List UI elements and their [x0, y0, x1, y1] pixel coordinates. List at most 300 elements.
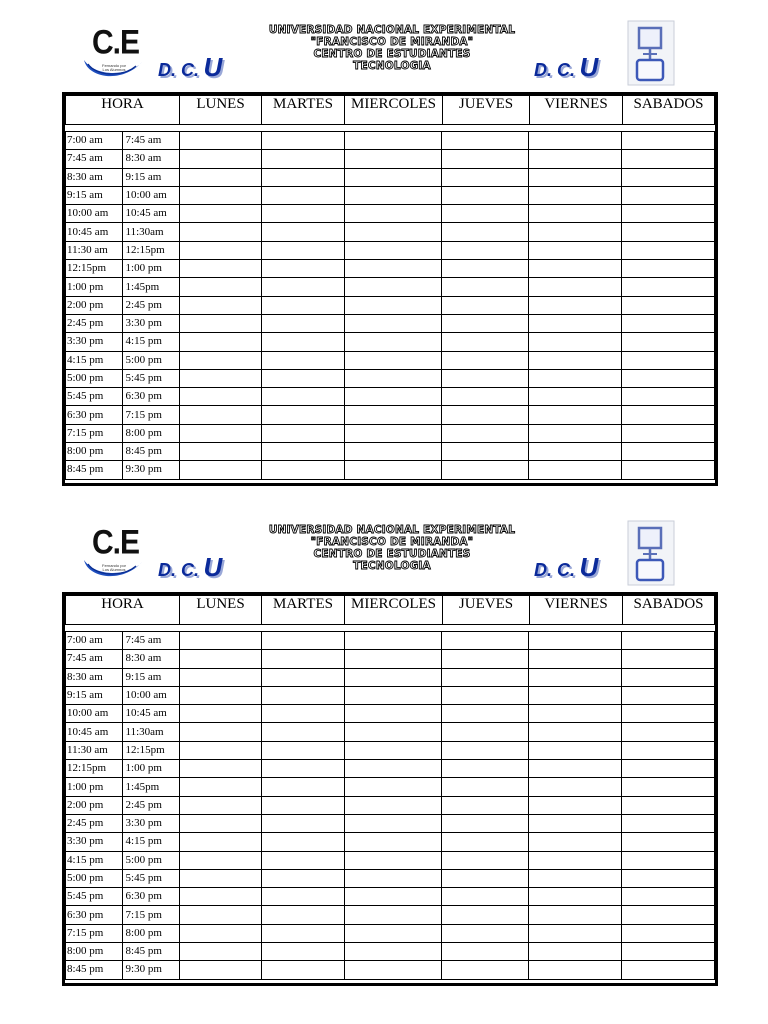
dcu-right-big: U: [579, 552, 599, 582]
schedule-cell-miercoles[interactable]: [344, 760, 442, 778]
schedule-cell-sabados[interactable]: [622, 278, 715, 296]
schedule-cell-miercoles[interactable]: [344, 632, 442, 650]
schedule-cell-viernes[interactable]: [529, 443, 622, 461]
schedule-cell-viernes[interactable]: [529, 924, 622, 942]
end-time-cell: 9:15 am: [122, 668, 180, 686]
schedule-cell-martes[interactable]: [261, 241, 344, 259]
schedule-cell-jueves[interactable]: [442, 760, 529, 778]
schedule-cell-miercoles[interactable]: [344, 833, 442, 851]
schedule-cell-lunes[interactable]: [180, 760, 262, 778]
schedule-cell-jueves[interactable]: [442, 814, 529, 832]
schedule-cell-jueves[interactable]: [442, 223, 529, 241]
schedule-cell-miercoles[interactable]: [344, 205, 442, 223]
schedule-cell-viernes[interactable]: [529, 833, 622, 851]
schedule-cell-martes[interactable]: [261, 961, 344, 979]
schedule-rows: [66, 132, 715, 480]
start-time-cell: 5:45 pm: [66, 888, 123, 906]
header-martes: MARTES: [262, 96, 345, 125]
schedule-cell-miercoles[interactable]: [344, 351, 442, 369]
schedule-cell-lunes[interactable]: [180, 851, 262, 869]
schedule-cell-sabados[interactable]: [622, 760, 715, 778]
schedule-cell-jueves[interactable]: [442, 132, 529, 150]
header-hora: HORA: [66, 596, 180, 625]
schedule-cell-martes[interactable]: [261, 778, 344, 796]
header-sabados: SABADOS: [623, 596, 715, 625]
start-time-cell: 2:00 pm: [66, 796, 123, 814]
schedule-cell-viernes[interactable]: [529, 723, 622, 741]
schedule-cell-miercoles[interactable]: [344, 278, 442, 296]
schedule-cell-miercoles[interactable]: [344, 686, 442, 704]
schedule-cell-lunes[interactable]: [180, 796, 262, 814]
schedule-cell-sabados[interactable]: [622, 833, 715, 851]
table-row: [66, 314, 715, 332]
schedule-cell-martes[interactable]: [261, 814, 344, 832]
schedule-cell-lunes[interactable]: [180, 888, 262, 906]
schedule-cell-viernes[interactable]: [529, 778, 622, 796]
schedule-cell-lunes[interactable]: [180, 205, 262, 223]
schedule-cell-sabados[interactable]: [622, 369, 715, 387]
table-row: [66, 814, 715, 832]
start-time-cell: 1:00 pm: [66, 778, 123, 796]
schedule-cell-viernes[interactable]: [529, 814, 622, 832]
schedule-cell-jueves[interactable]: [442, 296, 529, 314]
schedule-cell-viernes[interactable]: [529, 632, 622, 650]
schedule-cell-sabados[interactable]: [622, 406, 715, 424]
schedule-cell-sabados[interactable]: [622, 906, 715, 924]
schedule-cell-sabados[interactable]: [622, 314, 715, 332]
schedule-cell-viernes[interactable]: [529, 351, 622, 369]
schedule-cell-lunes[interactable]: [180, 668, 262, 686]
schedule-cell-miercoles[interactable]: [344, 814, 442, 832]
end-time-cell: 7:15 pm: [122, 906, 180, 924]
schedule-cell-viernes[interactable]: [529, 406, 622, 424]
schedule-cell-miercoles[interactable]: [344, 424, 442, 442]
schedule-cell-lunes[interactable]: [180, 132, 262, 150]
schedule-cell-miercoles[interactable]: [344, 186, 442, 204]
schedule-cell-sabados[interactable]: [622, 205, 715, 223]
schedule-cell-sabados[interactable]: [622, 424, 715, 442]
header-miercoles: MIERCOLES: [345, 596, 443, 625]
end-time-cell: 3:30 pm: [122, 314, 180, 332]
schedule-cell-miercoles[interactable]: [344, 168, 442, 186]
dcu-logo-right: [534, 52, 598, 83]
sheet-header: [62, 518, 718, 592]
ce-logo-caption: Fernando por Los Alumnos: [102, 63, 127, 72]
end-time-cell: 4:15 pm: [122, 333, 180, 351]
schedule-cell-martes[interactable]: [261, 351, 344, 369]
schedule-cell-lunes[interactable]: [180, 705, 262, 723]
schedule-cell-martes[interactable]: [261, 869, 344, 887]
schedule-cell-jueves[interactable]: [442, 278, 529, 296]
schedule-cell-lunes[interactable]: [180, 961, 262, 979]
schedule-cell-lunes[interactable]: [180, 424, 262, 442]
schedule-cell-miercoles[interactable]: [344, 461, 442, 479]
schedule-cell-miercoles[interactable]: [344, 741, 442, 759]
schedule-cell-jueves[interactable]: [442, 186, 529, 204]
schedule-cell-jueves[interactable]: [442, 906, 529, 924]
schedule-cell-lunes[interactable]: [180, 869, 262, 887]
title-line-1: UNIVERSIDAD NACIONAL EXPERIMENTAL: [268, 24, 516, 36]
schedule-cell-miercoles[interactable]: [344, 705, 442, 723]
schedule-cell-martes[interactable]: [261, 388, 344, 406]
schedule-cell-lunes[interactable]: [180, 388, 262, 406]
schedule-cell-sabados[interactable]: [622, 351, 715, 369]
header-sabados: SABADOS: [623, 96, 715, 125]
schedule-cell-sabados[interactable]: [622, 888, 715, 906]
schedule-cell-lunes[interactable]: [180, 296, 262, 314]
schedule-cell-sabados[interactable]: [622, 686, 715, 704]
schedule-cell-sabados[interactable]: [622, 869, 715, 887]
schedule-cell-miercoles[interactable]: [344, 333, 442, 351]
table-row: [66, 924, 715, 942]
schedule-cell-jueves[interactable]: [442, 461, 529, 479]
schedule-cell-jueves[interactable]: [442, 314, 529, 332]
schedule-cell-miercoles[interactable]: [344, 369, 442, 387]
schedule-cell-martes[interactable]: [261, 760, 344, 778]
schedule-cell-lunes[interactable]: [180, 686, 262, 704]
schedule-cell-lunes[interactable]: [180, 632, 262, 650]
schedule-cell-sabados[interactable]: [622, 705, 715, 723]
schedule-cell-viernes[interactable]: [529, 906, 622, 924]
schedule-cell-sabados[interactable]: [622, 961, 715, 979]
end-time-cell: 3:30 pm: [122, 814, 180, 832]
schedule-cell-martes[interactable]: [261, 168, 344, 186]
schedule-body-table: [65, 131, 715, 480]
schedule-cell-martes[interactable]: [261, 741, 344, 759]
start-time-cell: 2:00 pm: [66, 296, 123, 314]
schedule-cell-lunes[interactable]: [180, 650, 262, 668]
table-row: [66, 668, 715, 686]
dcu-logo-right: [534, 552, 598, 583]
schedule-cell-viernes[interactable]: [529, 388, 622, 406]
end-time-cell: 7:15 pm: [122, 406, 180, 424]
schedule-cell-miercoles[interactable]: [344, 241, 442, 259]
table-row: [66, 778, 715, 796]
schedule-cell-jueves[interactable]: [442, 888, 529, 906]
schedule-cell-martes[interactable]: [261, 705, 344, 723]
schedule-cell-miercoles[interactable]: [344, 650, 442, 668]
table-row: [66, 333, 715, 351]
schedule-cell-viernes[interactable]: [529, 943, 622, 961]
end-time-cell: 5:00 pm: [122, 351, 180, 369]
schedule-cell-miercoles[interactable]: [344, 223, 442, 241]
schedule-cell-viernes[interactable]: [529, 668, 622, 686]
schedule-cell-viernes[interactable]: [529, 260, 622, 278]
schedule-cell-martes[interactable]: [261, 650, 344, 668]
table-row: [66, 424, 715, 442]
schedule-cell-martes[interactable]: [261, 205, 344, 223]
end-time-cell: 11:30am: [122, 723, 180, 741]
schedule-cell-jueves[interactable]: [442, 406, 529, 424]
schedule-cell-sabados[interactable]: [622, 241, 715, 259]
schedule-cell-viernes[interactable]: [529, 888, 622, 906]
table-row: [66, 461, 715, 479]
schedule-cell-viernes[interactable]: [529, 424, 622, 442]
schedule-cell-jueves[interactable]: [442, 260, 529, 278]
schedule-cell-viernes[interactable]: [529, 205, 622, 223]
end-time-cell: 1:45pm: [122, 778, 180, 796]
schedule-cell-viernes[interactable]: [529, 369, 622, 387]
schedule-cell-sabados[interactable]: [622, 296, 715, 314]
schedule-cell-lunes[interactable]: [180, 778, 262, 796]
schedule-cell-viernes[interactable]: [529, 314, 622, 332]
schedule-cell-lunes[interactable]: [180, 369, 262, 387]
schedule-cell-martes[interactable]: [261, 260, 344, 278]
schedule-cell-martes[interactable]: [261, 796, 344, 814]
table-row: [66, 943, 715, 961]
start-time-cell: 6:30 pm: [66, 406, 123, 424]
schedule-cell-jueves[interactable]: [442, 168, 529, 186]
schedule-cell-martes[interactable]: [261, 632, 344, 650]
start-time-cell: 12:15pm: [66, 760, 123, 778]
schedule-cell-martes[interactable]: [261, 186, 344, 204]
title-line-2: "FRANCISCO DE MIRANDA": [310, 536, 474, 548]
schedule-cell-miercoles[interactable]: [344, 406, 442, 424]
schedule-cell-martes[interactable]: [261, 333, 344, 351]
schedule-cell-sabados[interactable]: [622, 150, 715, 168]
schedule-cell-miercoles[interactable]: [344, 388, 442, 406]
schedule-cell-martes[interactable]: [261, 906, 344, 924]
start-time-cell: 3:30 pm: [66, 833, 123, 851]
schedule-cell-miercoles[interactable]: [344, 851, 442, 869]
table-row: [66, 760, 715, 778]
schedule-cell-viernes[interactable]: [529, 869, 622, 887]
schedule-cell-martes[interactable]: [261, 132, 344, 150]
schedule-cell-sabados[interactable]: [622, 388, 715, 406]
schedule-cell-viernes[interactable]: [529, 241, 622, 259]
schedule-cell-viernes[interactable]: [529, 223, 622, 241]
schedule-cell-miercoles[interactable]: [344, 260, 442, 278]
schedule-cell-sabados[interactable]: [622, 632, 715, 650]
schedule-cell-viernes[interactable]: [529, 296, 622, 314]
schedule-cell-jueves[interactable]: [442, 333, 529, 351]
schedule-cell-viernes[interactable]: [529, 760, 622, 778]
table-row: [66, 168, 715, 186]
schedule-cell-sabados[interactable]: [622, 461, 715, 479]
schedule-cell-miercoles[interactable]: [344, 668, 442, 686]
end-time-cell: 2:45 pm: [122, 796, 180, 814]
ce-logo-icon: [82, 23, 144, 84]
schedule-cell-viernes[interactable]: [529, 150, 622, 168]
schedule-cell-miercoles[interactable]: [344, 132, 442, 150]
schedule-cell-viernes[interactable]: [529, 132, 622, 150]
schedule-header-table: [65, 95, 715, 125]
schedule-cell-lunes[interactable]: [180, 943, 262, 961]
schedule-cell-miercoles[interactable]: [344, 906, 442, 924]
table-row: [66, 406, 715, 424]
schedule-cell-lunes[interactable]: [180, 723, 262, 741]
end-time-cell: 2:45 pm: [122, 296, 180, 314]
schedule-cell-jueves[interactable]: [442, 961, 529, 979]
schedule-cell-jueves[interactable]: [442, 668, 529, 686]
schedule-cell-martes[interactable]: [261, 723, 344, 741]
title-line-4: TECNOLOGIA: [353, 560, 431, 572]
schedule-cell-viernes[interactable]: [529, 168, 622, 186]
schedule-cell-miercoles[interactable]: [344, 443, 442, 461]
schedule-cell-sabados[interactable]: [622, 168, 715, 186]
start-time-cell: 8:00 pm: [66, 943, 123, 961]
dcu-left-text: D. C.: [158, 60, 200, 80]
schedule-cell-lunes[interactable]: [180, 150, 262, 168]
schedule-cell-martes[interactable]: [261, 668, 344, 686]
schedule-cell-jueves[interactable]: [442, 869, 529, 887]
schedule-cell-miercoles[interactable]: [344, 296, 442, 314]
ce-logo-icon: [82, 523, 144, 584]
end-time-cell: 5:45 pm: [122, 869, 180, 887]
schedule-cell-lunes[interactable]: [180, 833, 262, 851]
schedule-cell-lunes[interactable]: [180, 443, 262, 461]
schedule-rows: [66, 632, 715, 980]
schedule-cell-lunes[interactable]: [180, 186, 262, 204]
schedule-cell-viernes[interactable]: [529, 333, 622, 351]
schedule-cell-jueves[interactable]: [442, 443, 529, 461]
schedule-cell-jueves[interactable]: [442, 851, 529, 869]
schedule-cell-sabados[interactable]: [622, 723, 715, 741]
schedule-cell-martes[interactable]: [261, 924, 344, 942]
header-jueves: JUEVES: [443, 96, 530, 125]
schedule-cell-jueves[interactable]: [442, 205, 529, 223]
schedule-cell-jueves[interactable]: [442, 796, 529, 814]
dcu-logo-left: [158, 552, 222, 583]
table-row: [66, 260, 715, 278]
table-row: [66, 150, 715, 168]
university-title: [252, 24, 532, 72]
schedule-cell-miercoles[interactable]: [344, 961, 442, 979]
schedule-cell-martes[interactable]: [261, 686, 344, 704]
schedule-cell-viernes[interactable]: [529, 851, 622, 869]
dcu-logo-left: [158, 52, 222, 83]
schedule-cell-martes[interactable]: [261, 223, 344, 241]
schedule-cell-miercoles[interactable]: [344, 150, 442, 168]
table-row: [66, 241, 715, 259]
schedule-cell-sabados[interactable]: [622, 741, 715, 759]
table-row: [66, 369, 715, 387]
schedule-cell-sabados[interactable]: [622, 186, 715, 204]
schedule-cell-sabados[interactable]: [622, 943, 715, 961]
schedule-cell-jueves[interactable]: [442, 686, 529, 704]
schedule-cell-martes[interactable]: [261, 888, 344, 906]
title-line-1: UNIVERSIDAD NACIONAL EXPERIMENTAL: [268, 524, 516, 536]
schedule-cell-miercoles[interactable]: [344, 778, 442, 796]
schedule-cell-viernes[interactable]: [529, 461, 622, 479]
schedule-cell-martes[interactable]: [261, 406, 344, 424]
schedule-cell-viernes[interactable]: [529, 186, 622, 204]
sheet-header: [62, 18, 718, 92]
schedule-cell-lunes[interactable]: [180, 814, 262, 832]
schedule-cell-miercoles[interactable]: [344, 314, 442, 332]
schedule-cell-sabados[interactable]: [622, 443, 715, 461]
schedule-cell-miercoles[interactable]: [344, 924, 442, 942]
schedule-cell-sabados[interactable]: [622, 260, 715, 278]
schedule-cell-martes[interactable]: [261, 150, 344, 168]
schedule-cell-sabados[interactable]: [622, 924, 715, 942]
end-time-cell: 8:45 pm: [122, 943, 180, 961]
schedule-cell-jueves[interactable]: [442, 241, 529, 259]
schedule-cell-jueves[interactable]: [442, 150, 529, 168]
schedule-cell-martes[interactable]: [261, 851, 344, 869]
schedule-cell-viernes[interactable]: [529, 961, 622, 979]
schedule-cell-martes[interactable]: [261, 424, 344, 442]
schedule-cell-lunes[interactable]: [180, 906, 262, 924]
table-row: [66, 443, 715, 461]
schedule-cell-jueves[interactable]: [442, 833, 529, 851]
schedule-cell-martes[interactable]: [261, 296, 344, 314]
schedule-cell-viernes[interactable]: [529, 650, 622, 668]
schedule-cell-lunes[interactable]: [180, 223, 262, 241]
title-line-2: "FRANCISCO DE MIRANDA": [310, 36, 474, 48]
schedule-cell-lunes[interactable]: [180, 924, 262, 942]
dcu-right-text: D. C.: [534, 560, 576, 580]
schedule-cell-jueves[interactable]: [442, 351, 529, 369]
schedule-cell-viernes[interactable]: [529, 686, 622, 704]
schedule-cell-lunes[interactable]: [180, 741, 262, 759]
schedule-cell-jueves[interactable]: [442, 424, 529, 442]
schedule-cell-lunes[interactable]: [180, 333, 262, 351]
schedule-cell-sabados[interactable]: [622, 814, 715, 832]
schedule-cell-lunes[interactable]: [180, 278, 262, 296]
schedule-cell-lunes[interactable]: [180, 241, 262, 259]
schedule-cell-sabados[interactable]: [622, 851, 715, 869]
schedule-cell-martes[interactable]: [261, 369, 344, 387]
schedule-cell-sabados[interactable]: [622, 132, 715, 150]
schedule-cell-sabados[interactable]: [622, 796, 715, 814]
schedule-cell-martes[interactable]: [261, 461, 344, 479]
schedule-cell-sabados[interactable]: [622, 333, 715, 351]
schedule-cell-sabados[interactable]: [622, 650, 715, 668]
schedule-cell-jueves[interactable]: [442, 723, 529, 741]
schedule-cell-viernes[interactable]: [529, 278, 622, 296]
schedule-cell-jueves[interactable]: [442, 632, 529, 650]
schedule-cell-sabados[interactable]: [622, 668, 715, 686]
schedule-cell-lunes[interactable]: [180, 406, 262, 424]
schedule-cell-sabados[interactable]: [622, 778, 715, 796]
schedule-cell-jueves[interactable]: [442, 943, 529, 961]
schedule-cell-jueves[interactable]: [442, 369, 529, 387]
schedule-cell-jueves[interactable]: [442, 705, 529, 723]
schedule-cell-viernes[interactable]: [529, 796, 622, 814]
end-time-cell: 4:15 pm: [122, 833, 180, 851]
schedule-cell-martes[interactable]: [261, 443, 344, 461]
schedule-cell-lunes[interactable]: [180, 314, 262, 332]
schedule-cell-lunes[interactable]: [180, 260, 262, 278]
schedule-cell-lunes[interactable]: [180, 168, 262, 186]
schedule-cell-miercoles[interactable]: [344, 869, 442, 887]
schedule-cell-viernes[interactable]: [529, 741, 622, 759]
schedule-cell-martes[interactable]: [261, 314, 344, 332]
schedule-cell-lunes[interactable]: [180, 351, 262, 369]
university-logo-icon: [627, 520, 675, 586]
schedule-cell-miercoles[interactable]: [344, 943, 442, 961]
schedule-cell-miercoles[interactable]: [344, 796, 442, 814]
start-time-cell: 4:15 pm: [66, 851, 123, 869]
schedule-cell-miercoles[interactable]: [344, 723, 442, 741]
schedule-cell-miercoles[interactable]: [344, 888, 442, 906]
start-time-cell: 7:45 am: [66, 650, 123, 668]
start-time-cell: 8:30 am: [66, 168, 123, 186]
schedule-cell-jueves[interactable]: [442, 388, 529, 406]
schedule-cell-sabados[interactable]: [622, 223, 715, 241]
schedule-cell-martes[interactable]: [261, 278, 344, 296]
schedule-cell-martes[interactable]: [261, 833, 344, 851]
schedule-cell-lunes[interactable]: [180, 461, 262, 479]
schedule-cell-jueves[interactable]: [442, 741, 529, 759]
schedule-cell-jueves[interactable]: [442, 924, 529, 942]
schedule-cell-viernes[interactable]: [529, 705, 622, 723]
end-time-cell: 1:45pm: [122, 278, 180, 296]
schedule-cell-jueves[interactable]: [442, 778, 529, 796]
schedule-cell-martes[interactable]: [261, 943, 344, 961]
schedule-cell-jueves[interactable]: [442, 650, 529, 668]
